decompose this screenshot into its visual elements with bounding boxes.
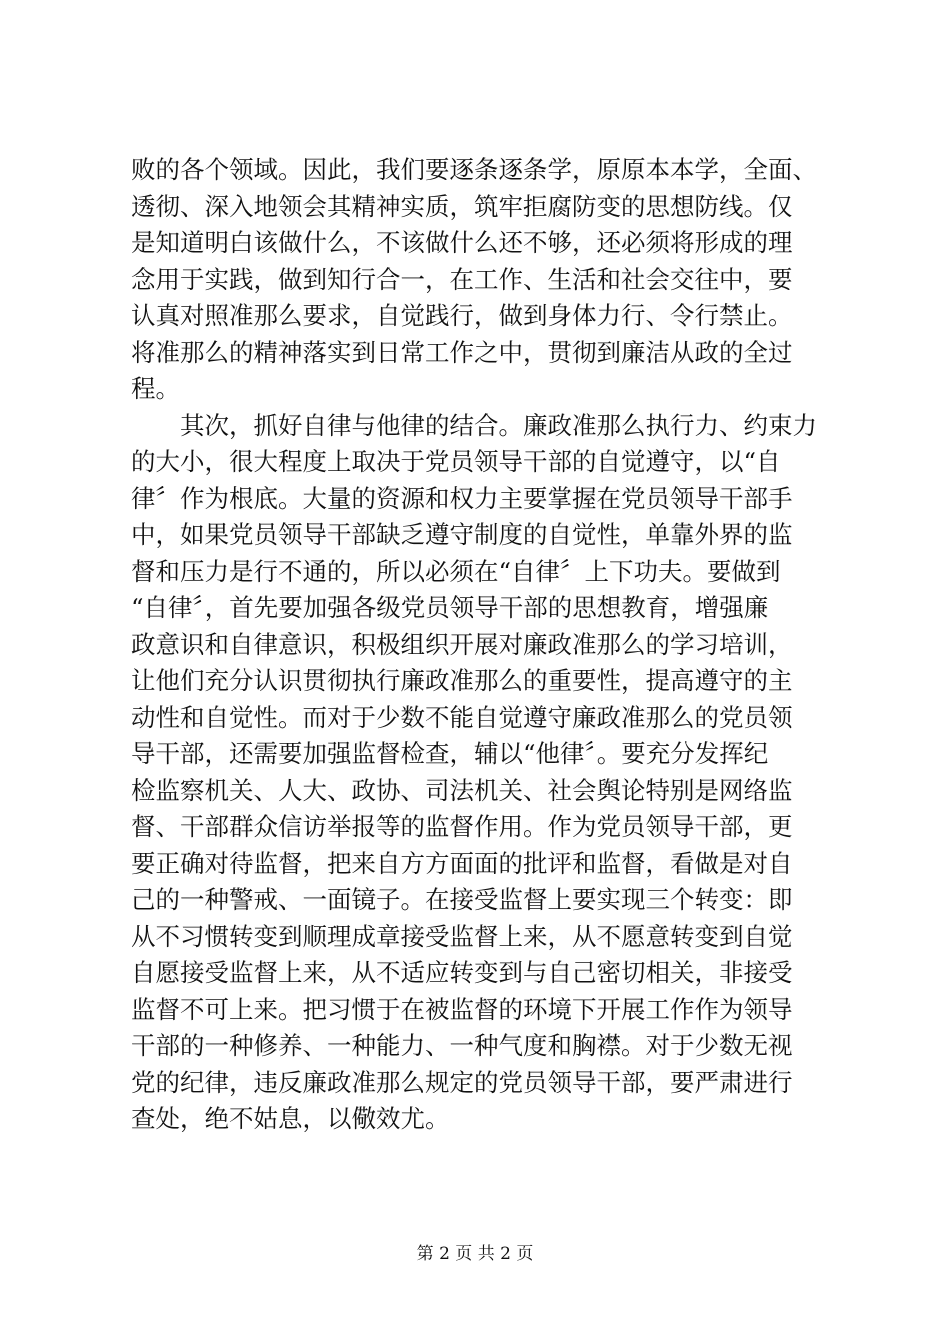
text-line: 的大小，很大程度上取决于党员领导干部的自觉遵守，以“自	[131, 447, 781, 476]
page-footer	[0, 1242, 950, 1266]
text-line: 透彻、深入地领会其精神实质，筑牢拒腐防变的思想防线。仅	[131, 191, 793, 221]
text-line: 念用于实践，做到知行合一，在工作、生活和社会交往中，要	[131, 264, 793, 294]
text-line: “自律〞，首先要加强各级党员领导干部的思想教育，增强廉	[131, 593, 769, 622]
text-line: 程。	[131, 374, 180, 403]
text-line: 其次，抓好自律与他律的结合。廉政准那么执行力、约束力	[131, 410, 817, 440]
text-line: 导干部，还需要加强监督检查，辅以“他律〞。要充分发挥纪	[131, 739, 769, 768]
text-line: 督、干部群众信访举报等的监督作用。作为党员领导干部，更	[131, 812, 793, 841]
text-line: 认真对照准那么要求，自觉践行，做到身体力行、令行禁止。	[131, 301, 793, 330]
text-line: 己的一种警戒、一面镜子。在接受监督上要实现三个转变：即	[131, 885, 793, 914]
text-line: 监督不可上来。把习惯于在被监督的环境下开展工作作为领导	[131, 994, 793, 1024]
text-line: 动性和自觉性。而对于少数不能自觉遵守廉政准那么的党员领	[131, 702, 793, 732]
text-line: 自愿接受监督上来，从不适应转变到与自己密切相关，非接受	[131, 958, 793, 987]
text-line: 让他们充分认识贯彻执行廉政准那么的重要性，提高遵守的主	[131, 666, 793, 695]
text-line: 律〞作为根底。大量的资源和权力主要掌握在党员领导干部手	[131, 483, 793, 513]
text-line: 干部的一种修养、一种能力、一种气度和胸襟。对于少数无视	[131, 1031, 793, 1060]
text-line: 政意识和自律意识，积极组织开展对廉政准那么的学习培训，	[131, 629, 793, 659]
text-line: 从不习惯转变到顺理成章接受监督上来，从不愿意转变到自觉	[131, 921, 793, 951]
text-line: 将准那么的精神落实到日常工作之中，贯彻到廉洁从政的全过	[131, 337, 793, 367]
text-line: 要正确对待监督，把来自方方面面的批评和监督，看做是对自	[131, 848, 793, 878]
text-line: 督和压力是行不通的，所以必须在“自律〞上下功夫。要做到	[131, 556, 781, 586]
text-line: 中，如果党员领导干部缺乏遵守制度的自觉性，单靠外界的监	[131, 520, 793, 549]
text-line: 查处，绝不姑息，以儆效尤。	[131, 1104, 450, 1133]
page-number: 第 2 页 共 2 页	[416, 1244, 534, 1264]
body-text	[131, 152, 831, 1138]
text-line: 党的纪律，违反廉政准那么规定的党员领导干部，要严肃进行	[131, 1067, 793, 1097]
text-line: 是知道明白该做什么，不该做什么还不够，还必须将形成的理	[131, 228, 793, 257]
text-line: 检监察机关、人大、政协、司法机关、社会舆论特别是网络监	[131, 775, 793, 805]
text-line: 败的各个领域。因此，我们要逐条逐条学，原原本本学，全面、	[131, 155, 817, 184]
